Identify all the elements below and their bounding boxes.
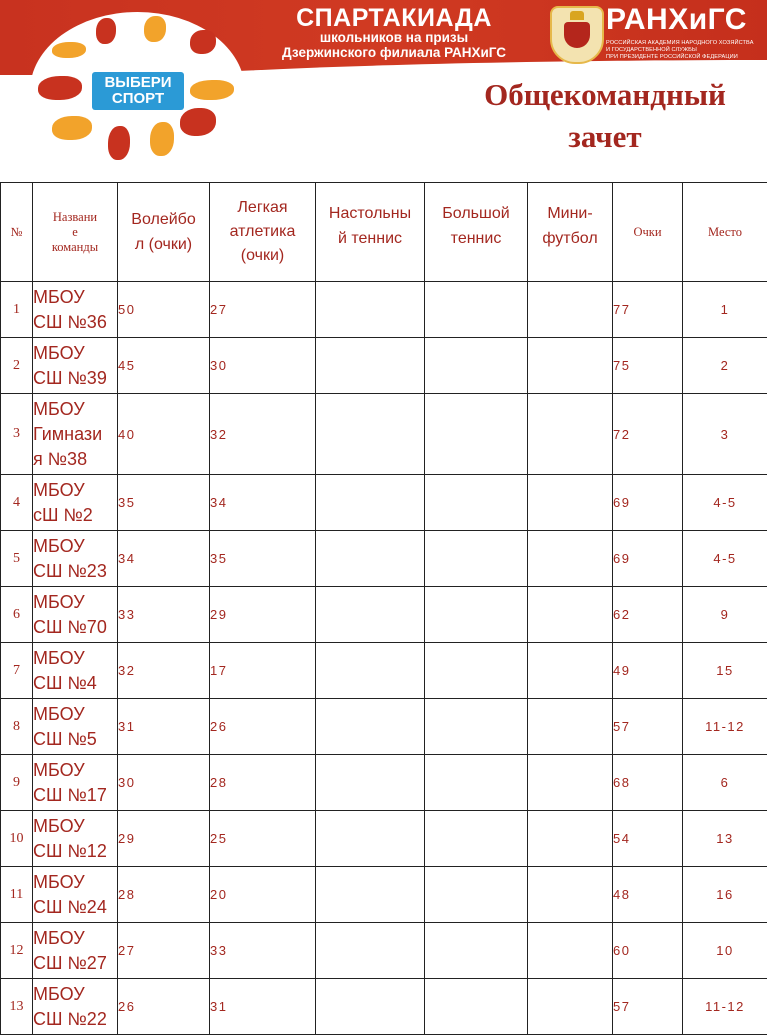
team-name-line: МБОУ [33,870,117,895]
table-tennis-score [316,475,425,531]
athletics-score: 34 [210,475,316,531]
place: 16 [683,867,767,923]
org-line: ПРИ ПРЕЗИДЕНТЕ РОССИЙСКОЙ ФЕДЕРАЦИИ [606,54,766,61]
futsal-score [528,531,613,587]
col-header-label: № [1,225,32,240]
team-name-line: СШ №24 [33,895,117,920]
place: 13 [683,811,767,867]
athletics-score: 28 [210,755,316,811]
volleyball-score: 33 [118,587,210,643]
col-header-label: футбол [528,226,612,251]
athletics-score: 17 [210,643,316,699]
event-subtitle: школьников на призы [258,30,530,45]
total-points: 62 [613,587,683,643]
athletics-score: 26 [210,699,316,755]
total-points: 72 [613,394,683,475]
table-row [1,699,767,755]
team-name-line: МБОУ [33,478,117,503]
team-name-cell [33,282,118,338]
volleyball-score: 27 [118,923,210,979]
table-row [1,587,767,643]
team-name-cell [33,394,118,475]
col-header-table-tennis [316,183,425,282]
tennis-score [425,394,528,475]
table-tennis-score [316,699,425,755]
team-name-line: МБОУ [33,646,117,671]
row-number: 9 [1,755,33,811]
place: 9 [683,587,767,643]
weightlifter-icon [38,76,82,100]
row-number: 7 [1,643,33,699]
col-header-label: Легкая [210,196,315,220]
team-name-line: МБОУ [33,341,117,366]
team-name-line: СШ №70 [33,615,117,640]
col-header-label: теннис [425,226,527,251]
emblem-shield [564,22,590,48]
tennis-score [425,755,528,811]
futsal-score [528,394,613,475]
col-header-tennis [425,183,528,282]
team-name-line: МБОУ [33,534,117,559]
total-points: 57 [613,699,683,755]
team-name-line: МБОУ [33,926,117,951]
row-number: 3 [1,394,33,475]
futsal-score [528,755,613,811]
place: 1 [683,282,767,338]
row-number: 1 [1,282,33,338]
tennis-score [425,811,528,867]
table-tennis-score [316,338,425,394]
emblem-crown [570,11,584,20]
team-name-line: я №38 [33,447,117,472]
volleyball-score: 30 [118,755,210,811]
tennis-player-icon [190,30,216,54]
futsal-score [528,643,613,699]
team-name-cell [33,475,118,531]
team-name-cell [33,811,118,867]
table-row [1,811,767,867]
table-tennis-score [316,979,425,1035]
row-number: 11 [1,867,33,923]
col-header-volleyball [118,183,210,282]
page-title-line: зачет [455,116,755,158]
total-points: 49 [613,643,683,699]
table-tennis-score [316,394,425,475]
team-name-cell [33,643,118,699]
table-row [1,338,767,394]
table-tennis-score [316,923,425,979]
table-header-row [1,183,767,282]
page-title [455,74,755,158]
athletics-score: 33 [210,923,316,979]
volleyball-score: 45 [118,338,210,394]
team-name-line: СШ №17 [33,783,117,808]
place: 6 [683,755,767,811]
tennis-score [425,923,528,979]
logo-text [92,72,184,110]
team-name-line: СШ №4 [33,671,117,696]
col-header-athletics [210,183,316,282]
event-subtitle-branch: Дзержинского филиала РАНХиГС [258,45,530,60]
team-name-line: СШ №36 [33,310,117,335]
org-line: РОССИЙСКАЯ АКАДЕМИЯ НАРОДНОГО ХОЗЯЙСТВА [606,40,766,47]
col-header-points [613,183,683,282]
total-points: 60 [613,923,683,979]
table-row [1,394,767,475]
table-tennis-score [316,755,425,811]
col-header-label: Очки [613,225,682,240]
place: 3 [683,394,767,475]
tennis-score [425,531,528,587]
athletics-score: 32 [210,394,316,475]
table-tennis-score [316,531,425,587]
table-row [1,979,767,1035]
gymnast-icon [144,16,166,42]
futsal-score [528,979,613,1035]
col-header-label: Названи [33,210,117,225]
tennis-score [425,643,528,699]
athletics-score: 20 [210,867,316,923]
volleyball-score: 40 [118,394,210,475]
event-title: СПАРТАКИАДА [284,4,504,33]
logo-text-line: ВЫБЕРИ [92,75,184,91]
place: 4-5 [683,475,767,531]
row-number: 8 [1,699,33,755]
total-points: 69 [613,531,683,587]
row-number: 10 [1,811,33,867]
col-header-label: Настольны [316,201,424,226]
athletics-score: 35 [210,531,316,587]
table-tennis-score [316,587,425,643]
col-header-label: (очки) [210,244,315,268]
futsal-score [528,475,613,531]
fencer-icon [108,126,130,160]
team-name-cell [33,867,118,923]
futsal-score [528,923,613,979]
team-name-line: МБОУ [33,590,117,615]
footballer-icon [52,116,92,140]
athletics-score: 27 [210,282,316,338]
total-points: 69 [613,475,683,531]
table-row [1,475,767,531]
place: 4-5 [683,531,767,587]
team-name-cell [33,923,118,979]
team-name-line: МБОУ [33,397,117,422]
choose-sport-logo [30,12,245,170]
table-tennis-score [316,643,425,699]
place: 2 [683,338,767,394]
tennis-score [425,282,528,338]
futsal-score [528,699,613,755]
col-header-futsal [528,183,613,282]
coat-of-arms-icon [550,6,604,64]
volleyball-score: 28 [118,867,210,923]
table-row [1,867,767,923]
volleyball-score: 34 [118,531,210,587]
row-number: 4 [1,475,33,531]
volleyball-score: 35 [118,475,210,531]
table-tennis-score [316,867,425,923]
place: 15 [683,643,767,699]
col-header-label: й теннис [316,226,424,251]
tennis-score [425,867,528,923]
place: 10 [683,923,767,979]
team-name-line: СШ №12 [33,839,117,864]
futsal-score [528,811,613,867]
team-name-cell [33,531,118,587]
col-header-label: Место [683,225,767,240]
diver-icon [180,108,216,136]
table-row [1,282,767,338]
team-name-line: МБОУ [33,285,117,310]
tennis-score [425,699,528,755]
place: 11-12 [683,699,767,755]
total-points: 57 [613,979,683,1035]
col-header-label: е [33,225,117,240]
team-name-line: СШ №5 [33,727,117,752]
team-name-cell [33,587,118,643]
team-name-line: МБОУ [33,982,117,1007]
volleyball-score: 32 [118,643,210,699]
team-name-line: МБОУ [33,702,117,727]
team-name-cell [33,979,118,1035]
athletics-score: 29 [210,587,316,643]
total-points: 48 [613,867,683,923]
total-points: 77 [613,282,683,338]
total-points: 68 [613,755,683,811]
col-header-place [683,183,767,282]
team-name-line: СШ №27 [33,951,117,976]
team-name-line: Гимнази [33,422,117,447]
team-name-line: МБОУ [33,758,117,783]
team-name-line: СШ №39 [33,366,117,391]
row-number: 13 [1,979,33,1035]
futsal-score [528,282,613,338]
col-header-label: атлетика [210,220,315,244]
org-full-name [606,40,766,60]
row-number: 12 [1,923,33,979]
total-points: 75 [613,338,683,394]
athletics-score: 30 [210,338,316,394]
athletics-score: 31 [210,979,316,1035]
team-name-cell [33,338,118,394]
tennis-score [425,338,528,394]
org-line: И ГОСУДАРСТВЕННОЙ СЛУЖБЫ [606,47,766,54]
volleyball-score: 31 [118,699,210,755]
swimmer-icon [52,42,86,58]
volleyball-icon [150,122,174,156]
volleyball-score: 26 [118,979,210,1035]
col-header-num [1,183,33,282]
table-row [1,531,767,587]
col-header-label: команды [33,240,117,255]
team-name-line: СШ №23 [33,559,117,584]
table-tennis-score [316,811,425,867]
row-number: 5 [1,531,33,587]
team-name-line: СШ №22 [33,1007,117,1032]
col-header-label: Большой [425,201,527,226]
table-tennis-score [316,282,425,338]
row-number: 2 [1,338,33,394]
page-title-line: Общекомандный [455,74,755,116]
team-name-cell [33,699,118,755]
team-name-line: МБОУ [33,814,117,839]
col-header-label: Волейбо [118,207,209,232]
col-header-label: Мини- [528,201,612,226]
tennis-score [425,979,528,1035]
place: 11-12 [683,979,767,1035]
team-name-line: сШ №2 [33,503,117,528]
col-header-label: л (очки) [118,232,209,257]
tennis-score [425,587,528,643]
futsal-score [528,587,613,643]
futsal-score [528,338,613,394]
org-title: РАНХиГС [606,3,747,37]
runner-icon [96,18,116,44]
tennis-score [425,475,528,531]
volleyball-score: 29 [118,811,210,867]
futsal-score [528,867,613,923]
table-row [1,923,767,979]
col-header-team [33,183,118,282]
table-row [1,643,767,699]
logo-text-line: СПОРТ [92,91,184,107]
table-row [1,755,767,811]
total-points: 54 [613,811,683,867]
row-number: 6 [1,587,33,643]
team-name-cell [33,755,118,811]
skier-icon [190,80,234,100]
volleyball-score: 50 [118,282,210,338]
athletics-score: 25 [210,811,316,867]
results-table [0,182,767,1035]
